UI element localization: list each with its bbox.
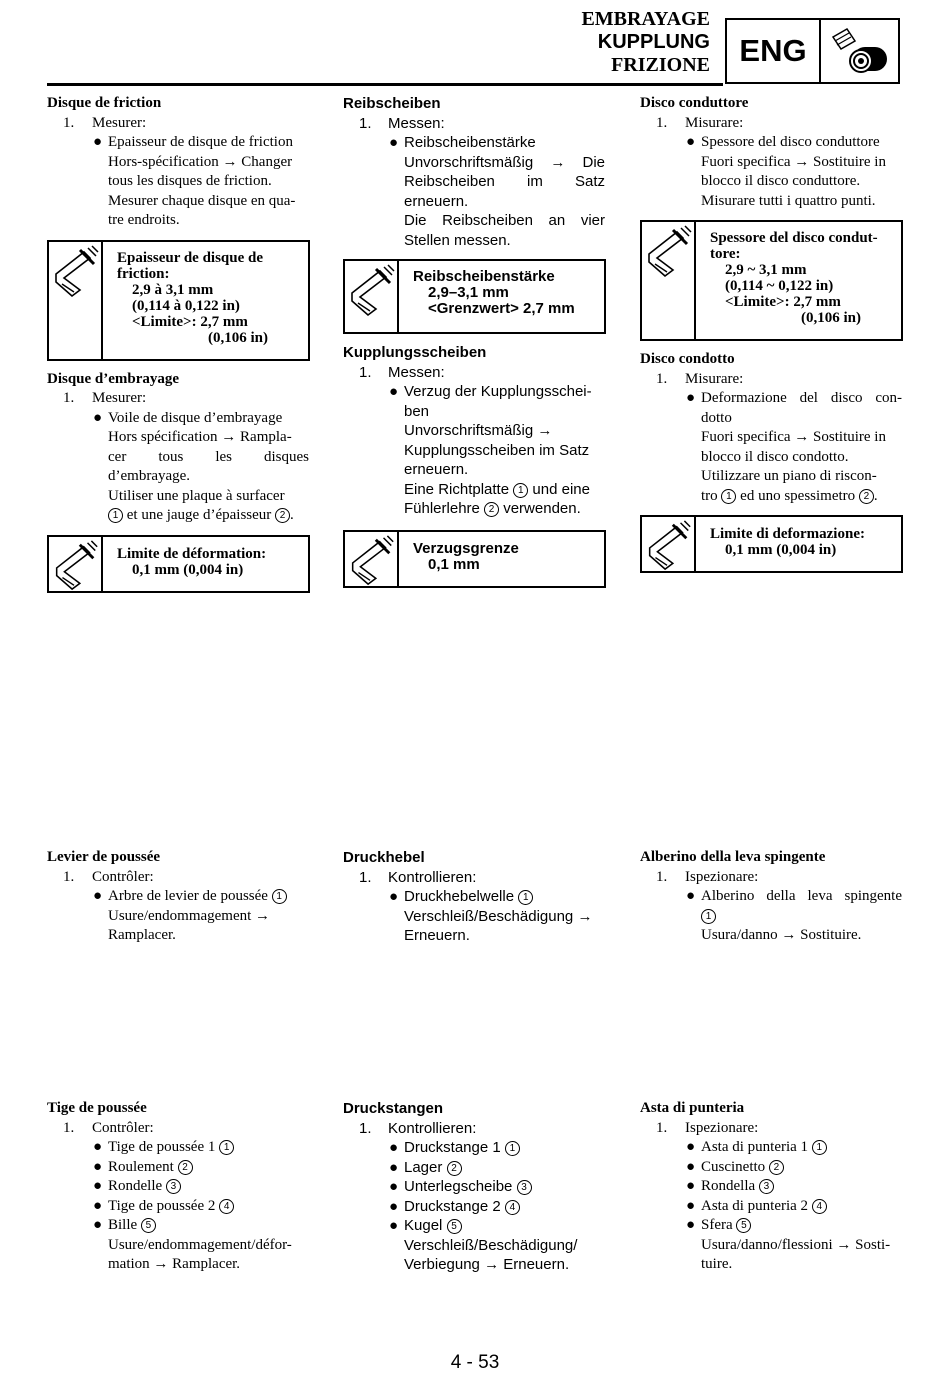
text-line: erneuern. (404, 461, 469, 478)
bullet-icon: ● (389, 1178, 399, 1195)
step-label: Kontrollieren: (388, 868, 477, 886)
text-line: . (873, 487, 878, 504)
de-spec-box-warp (343, 530, 606, 588)
text-line: blocco il disco condotto. (701, 448, 849, 465)
bullet-icon: ● (686, 1158, 696, 1175)
text-line: ben (404, 402, 430, 420)
text-line: tro (701, 487, 718, 504)
caliper-measure-icon (642, 517, 696, 571)
bullet-icon: ● (389, 1139, 399, 1156)
text-line: Verbiegung → Erneuern. (404, 1256, 570, 1273)
bullet-icon: ● (686, 888, 696, 904)
fr-friction-disc-section (47, 94, 309, 593)
bullet-text: Kugel (404, 1217, 443, 1234)
text-line: Hors-spécification → Changer (108, 153, 293, 170)
bullet-text: Lager (404, 1158, 443, 1176)
bullet-text: Arbre de levier de poussée (108, 888, 268, 904)
text-line: Erneuern. (404, 927, 470, 944)
bullet-text: Cuscinetto (701, 1158, 766, 1175)
text-line: Fuori specifica → Sostituire in (701, 429, 886, 445)
spec-text: Verzugsgrenze (413, 539, 519, 557)
bullet-icon: ● (389, 1217, 399, 1234)
callout-2: 2 (859, 489, 874, 504)
fr-friction-disc-title: Disque de friction (47, 95, 162, 111)
page-number: 4 - 53 (450, 1352, 500, 1373)
header-titles (581, 8, 710, 77)
step-number: 1. (63, 114, 75, 131)
title-french: EMBRAYAGE (581, 8, 710, 30)
step-label: Ispezionare: (685, 1119, 759, 1136)
text-line: mation → Ramplacer. (108, 1256, 241, 1272)
text-line: et une jauge d’épaisseur (126, 507, 272, 523)
callout-5: 5 (736, 1218, 751, 1233)
text-line: Stellen messen. (404, 231, 511, 249)
de-spec-box-thickness (343, 259, 606, 334)
bullet-text: Rondella (701, 1178, 756, 1194)
it-spec-box-warp (640, 515, 903, 573)
text-line: tuire. (701, 1256, 733, 1272)
spec-value: 2,9 ~ 3,1 mm (725, 262, 807, 278)
text-line: und eine (532, 480, 590, 498)
bullet-icon: ● (389, 383, 399, 400)
bullet-text: Druckstange 1 (404, 1139, 501, 1156)
step-number: 1. (656, 868, 668, 885)
step-label: Mesurer: (92, 114, 147, 131)
text-line: Fühlerlehre (404, 500, 480, 517)
fr-push-lever-title: Levier de poussée (47, 849, 161, 865)
spec-text: Limite de déformation: (117, 545, 267, 562)
bullet-text: Bille (108, 1217, 138, 1233)
bullet-icon: ● (686, 390, 696, 406)
text-line: verwenden. (503, 500, 581, 517)
caliper-measure-icon (642, 222, 696, 339)
spec-text: tore: (710, 246, 741, 262)
step-label: Messen: (388, 363, 445, 381)
callout-1: 1 (108, 508, 123, 523)
text-line: cer tous les disques (108, 448, 309, 465)
de-friction-disc-section (343, 94, 605, 588)
spec-text: friction: (117, 265, 170, 282)
bullet-text: Deformazione del disco con- (701, 390, 902, 406)
bullet-icon: ● (686, 1197, 696, 1214)
spec-text: Limite di deformazione: (710, 526, 865, 542)
callout-2: 2 (769, 1160, 784, 1175)
bullet-text: Voile de disque d’embrayage (108, 409, 283, 426)
text-line: erneuern. (404, 192, 469, 210)
de-push-lever-title: Druckhebel (343, 849, 425, 866)
fr-push-rod-section (47, 1099, 309, 1275)
callout-3: 3 (517, 1180, 532, 1195)
bullet-text: Tige de poussée 1 (108, 1139, 216, 1155)
bullet-text: Alberino della leva spingente (701, 888, 902, 904)
callout-1: 1 (513, 483, 528, 498)
bullet-text: Spessore del disco conduttore (701, 134, 880, 150)
fr-spec-box-warp (47, 535, 310, 593)
step-label: Misurare: (685, 370, 744, 387)
text-line: Utiliser une plaque à surfacer (108, 487, 285, 504)
section-badge-label: ENG (727, 20, 821, 82)
spec-limit: (0,106 in) (801, 310, 861, 326)
de-push-rod-title: Druckstangen (343, 1100, 444, 1117)
spec-value: 0,1 mm (428, 555, 480, 573)
step-label: Contrôler: (92, 868, 154, 885)
step-number: 1. (656, 114, 668, 131)
fr-spec-box-thickness (47, 240, 310, 361)
bullet-icon: ● (93, 409, 103, 426)
bullet-text: Rondelle (108, 1178, 163, 1194)
text-line: Verschleiß/Beschädigung/ (404, 1236, 578, 1254)
header-rule (47, 83, 723, 86)
it-push-rod-title: Asta di punteria (640, 1100, 745, 1116)
fr-push-lever-section (47, 848, 309, 946)
de-push-rod-section (343, 1099, 605, 1275)
spec-value: 2,9–3,1 mm (428, 284, 509, 301)
bullet-text: Sfera (701, 1217, 733, 1233)
text-line: Usure/endommagement → (108, 907, 271, 924)
bullet-icon: ● (686, 1139, 696, 1155)
bullet-icon: ● (389, 888, 399, 905)
callout-1: 1 (701, 909, 716, 924)
callout-2: 2 (275, 508, 290, 523)
step-number: 1. (359, 363, 372, 381)
callout-2: 2 (447, 1161, 462, 1176)
spec-text: Spessore del disco condut- (710, 230, 878, 246)
text-line: Usura/danno → Sostituire. (701, 927, 862, 943)
text-line: Ramplacer. (108, 927, 176, 943)
callout-3: 3 (759, 1179, 774, 1194)
callout-2: 2 (484, 502, 499, 517)
step-number: 1. (63, 1119, 75, 1136)
callout-3: 3 (166, 1179, 181, 1194)
callout-1: 1 (721, 489, 736, 504)
bullet-text: Reibscheibenstärke (404, 134, 536, 151)
de-push-lever-section (343, 848, 605, 946)
spec-text: Epaisseur de disque de (117, 249, 264, 266)
step-number: 1. (359, 114, 372, 132)
bullet-text: Asta di punteria 2 (701, 1197, 809, 1214)
text-line: Kupplungsscheiben im Satz (404, 441, 590, 459)
bullet-text: Verzug der Kupplungsschei- (404, 383, 592, 400)
step-label: Messen: (388, 114, 445, 132)
step-label: Ispezionare: (685, 868, 759, 885)
step-number: 1. (359, 1119, 372, 1137)
bullet-icon: ● (93, 1139, 103, 1155)
text-line: tous les disques de friction. (108, 173, 272, 189)
step-label: Kontrollieren: (388, 1119, 477, 1137)
spec-limit: <Grenzwert> 2,7 mm (428, 300, 575, 317)
bullet-icon: ● (93, 1197, 103, 1214)
bullet-icon: ● (389, 134, 399, 151)
bullet-icon: ● (93, 134, 103, 150)
title-italian: FRIZIONE (611, 54, 710, 76)
callout-4: 4 (505, 1200, 520, 1215)
bullet-icon: ● (686, 1178, 696, 1194)
spec-value: 2,9 à 3,1 mm (132, 281, 214, 298)
text-line: dotto (701, 409, 732, 426)
fr-push-rod-title: Tige de poussée (47, 1100, 147, 1116)
bullet-text: Druckstange 2 (404, 1197, 501, 1215)
step-label: Misurare: (685, 114, 744, 131)
spec-limit: <Limite>: 2,7 mm (725, 294, 841, 310)
it-push-lever-title: Alberino della leva spingente (640, 849, 826, 865)
engine-gear-icon (821, 20, 898, 82)
step-number: 1. (63, 390, 75, 406)
spec-value: 0,1 mm (0,004 in) (132, 561, 244, 578)
it-spec-box-thickness (640, 220, 903, 341)
bullet-icon: ● (93, 1158, 103, 1175)
spec-text: Reibscheibenstärke (413, 268, 555, 285)
callout-1: 1 (505, 1141, 520, 1156)
text-line: Mesurer chaque disque en qua- (108, 192, 296, 209)
spec-limit: <Limite>: 2,7 mm (132, 313, 248, 330)
it-friction-disc-section (640, 94, 902, 573)
it-friction-disc-title: Disco conduttore (640, 95, 749, 111)
bullet-icon: ● (93, 888, 103, 904)
text-line: Unvorschriftsmäßig → (404, 422, 553, 439)
it-clutch-plate-title: Disco condotto (640, 351, 735, 367)
text-line: Verschleiß/Beschädigung → (404, 907, 593, 925)
callout-4: 4 (812, 1199, 827, 1214)
bullet-text: Epaisseur de disque de friction (108, 134, 293, 150)
it-push-rod-section (640, 1099, 902, 1275)
caliper-measure-icon (49, 537, 103, 591)
step-number: 1. (656, 370, 668, 387)
bullet-icon: ● (389, 1197, 399, 1215)
step-label: Mesurer: (92, 390, 147, 406)
section-badge (725, 18, 900, 84)
bullet-icon: ● (686, 134, 696, 150)
text-line: Unvorschriftsmäßig → Die (404, 153, 605, 171)
caliper-measure-icon (49, 242, 103, 359)
spec-value: 0,1 mm (0,004 in) (725, 542, 837, 558)
bullet-icon: ● (389, 1158, 399, 1176)
text-line: Eine Richtplatte (404, 480, 510, 498)
title-german: KUPPLUNG (597, 31, 710, 53)
spec-value: (0,114 ~ 0,122 in) (725, 278, 834, 294)
spec-limit: (0,106 in) (208, 329, 268, 346)
text-line: Die Reibscheiben an vier (404, 212, 605, 229)
text-line: blocco il disco conduttore. (701, 173, 861, 189)
callout-5: 5 (141, 1218, 156, 1233)
text-line: ed uno spessimetro (740, 487, 856, 504)
text-line: d’embrayage. (108, 468, 191, 484)
text-line: Usura/danno/flessioni → Sosti- (701, 1236, 891, 1253)
text-line: Utilizzare un piano di riscon- (701, 468, 877, 484)
text-line: Misurare tutti i quattro punti. (701, 192, 876, 209)
caliper-measure-icon (345, 532, 399, 586)
step-label: Contrôler: (92, 1119, 154, 1136)
bullet-icon: ● (686, 1217, 696, 1233)
callout-1: 1 (219, 1140, 234, 1155)
bullet-icon: ● (93, 1217, 103, 1233)
step-number: 1. (656, 1119, 668, 1136)
text-line: Usure/endommagement/défor- (108, 1236, 292, 1253)
bullet-text: Roulement (108, 1158, 174, 1175)
de-friction-disc-title: Reibscheiben (343, 95, 441, 112)
text-line: Hors spécification → Rampla- (108, 429, 292, 445)
bullet-text: Druckhebelwelle (404, 888, 515, 905)
bullet-icon: ● (93, 1178, 103, 1194)
spec-value: (0,114 à 0,122 in) (132, 297, 240, 314)
callout-1: 1 (518, 890, 533, 905)
text-line: Fuori specifica → Sostituire in (701, 153, 886, 170)
callout-1: 1 (272, 889, 287, 904)
text-line: Reibscheiben im Satz (404, 173, 605, 190)
bullet-text: Asta di punteria 1 (701, 1139, 809, 1155)
bullet-text: Unterlegscheibe (404, 1178, 513, 1195)
text-line: . (290, 507, 294, 523)
step-number: 1. (63, 868, 75, 885)
callout-1: 1 (812, 1140, 827, 1155)
de-clutch-plate-title: Kupplungsscheiben (343, 344, 487, 361)
callout-2: 2 (178, 1160, 193, 1175)
step-number: 1. (359, 868, 372, 886)
fr-clutch-plate-title: Disque d’embrayage (47, 370, 180, 387)
callout-4: 4 (219, 1199, 234, 1214)
bullet-text: Tige de poussée 2 (108, 1197, 216, 1214)
callout-5: 5 (447, 1219, 462, 1234)
text-line: tre endroits. (108, 212, 180, 228)
caliper-measure-icon (345, 261, 399, 332)
it-push-lever-section (640, 848, 902, 946)
